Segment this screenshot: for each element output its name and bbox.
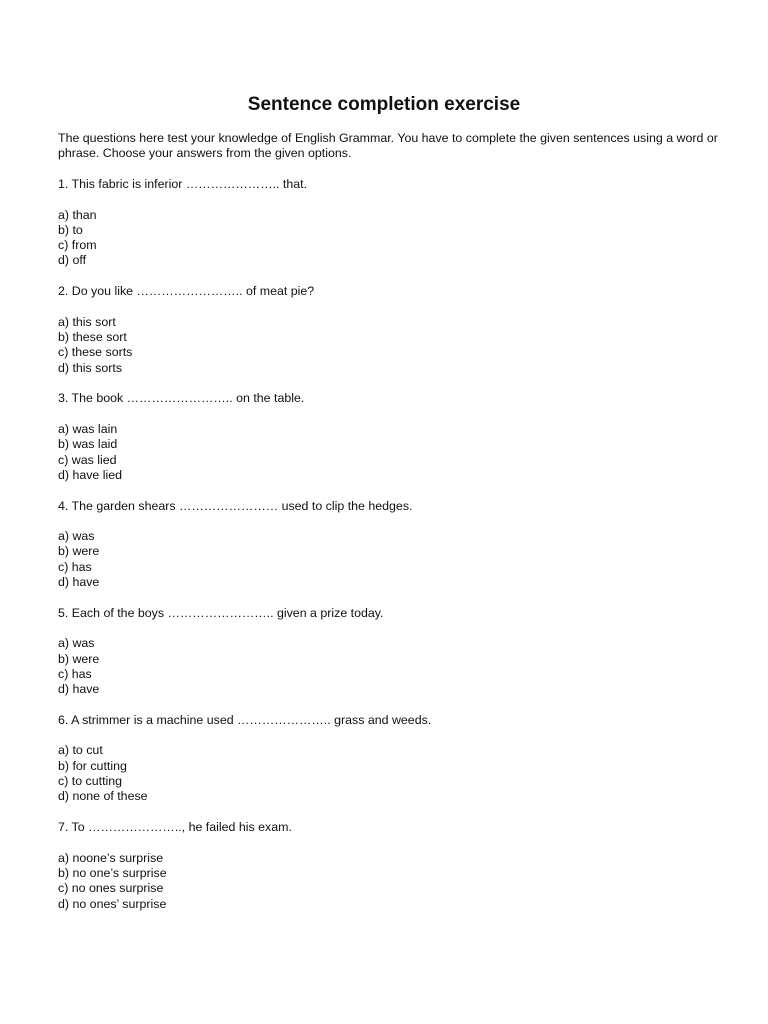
option-a: a) than [58,207,97,222]
option-c: c) was lied [58,452,117,467]
question-prompt: 1. This fabric is inferior ………………….. that. [58,177,308,191]
option-b: b) no one’s surprise [58,865,167,880]
question-list [58,177,718,927]
option-b: b) for cutting [58,758,127,773]
question-prompt: 6. A strimmer is a machine used ………………….. grass and weeds. [58,712,432,727]
question-2 [58,284,718,376]
option-b: b) were [58,651,100,666]
option-c: c) no ones surprise [58,881,164,896]
option-a: a) was [58,529,95,544]
option-b: b) was laid [58,437,118,452]
intro-paragraph: The questions here test your knowledge of English Grammar. You have to complete the given sentences using a word or phrase. Choose your answers from the given options. [58,131,718,161]
question-5 [58,606,718,698]
option-c: c) from [58,238,97,253]
option-d: d) no ones’ surprise [58,896,167,911]
question-prompt: 3. The book …………………….. on the table. [58,391,305,406]
option-d: d) have lied [58,467,123,482]
option-a: a) was lain [58,421,118,436]
option-d: d) none of these [58,789,148,804]
option-c: c) has [58,666,92,681]
question-prompt: 5. Each of the boys …………………….. given a prize today. [58,605,384,620]
option-c: c) has [58,559,92,574]
page-title: Sentence completion exercise [247,94,521,115]
option-c: c) these sorts [58,345,133,360]
option-b: b) were [58,544,100,559]
option-a: a) to cut [58,743,103,758]
question-prompt: 4. The garden shears …………………… used to clip the hedges. [58,498,413,513]
option-d: d) off [58,253,87,268]
option-d: d) have [58,682,100,697]
option-b: b) these sort [58,330,127,345]
option-a: a) this sort [58,314,116,329]
question-1 [58,177,718,269]
option-c: c) to cutting [58,774,123,789]
question-3 [58,391,718,483]
question-4 [58,499,718,591]
option-b: b) to [58,222,83,237]
option-d: d) have [58,575,100,589]
question-6 [58,713,718,805]
option-a: a) noone’s surprise [58,850,164,865]
question-prompt: 7. To ………………….., he failed his exam. [58,820,292,835]
question-7 [58,820,718,912]
option-d: d) this sorts [58,360,123,375]
option-a: a) was [58,636,95,651]
question-prompt: 2. Do you like …………………….. of meat pie? [58,284,315,299]
